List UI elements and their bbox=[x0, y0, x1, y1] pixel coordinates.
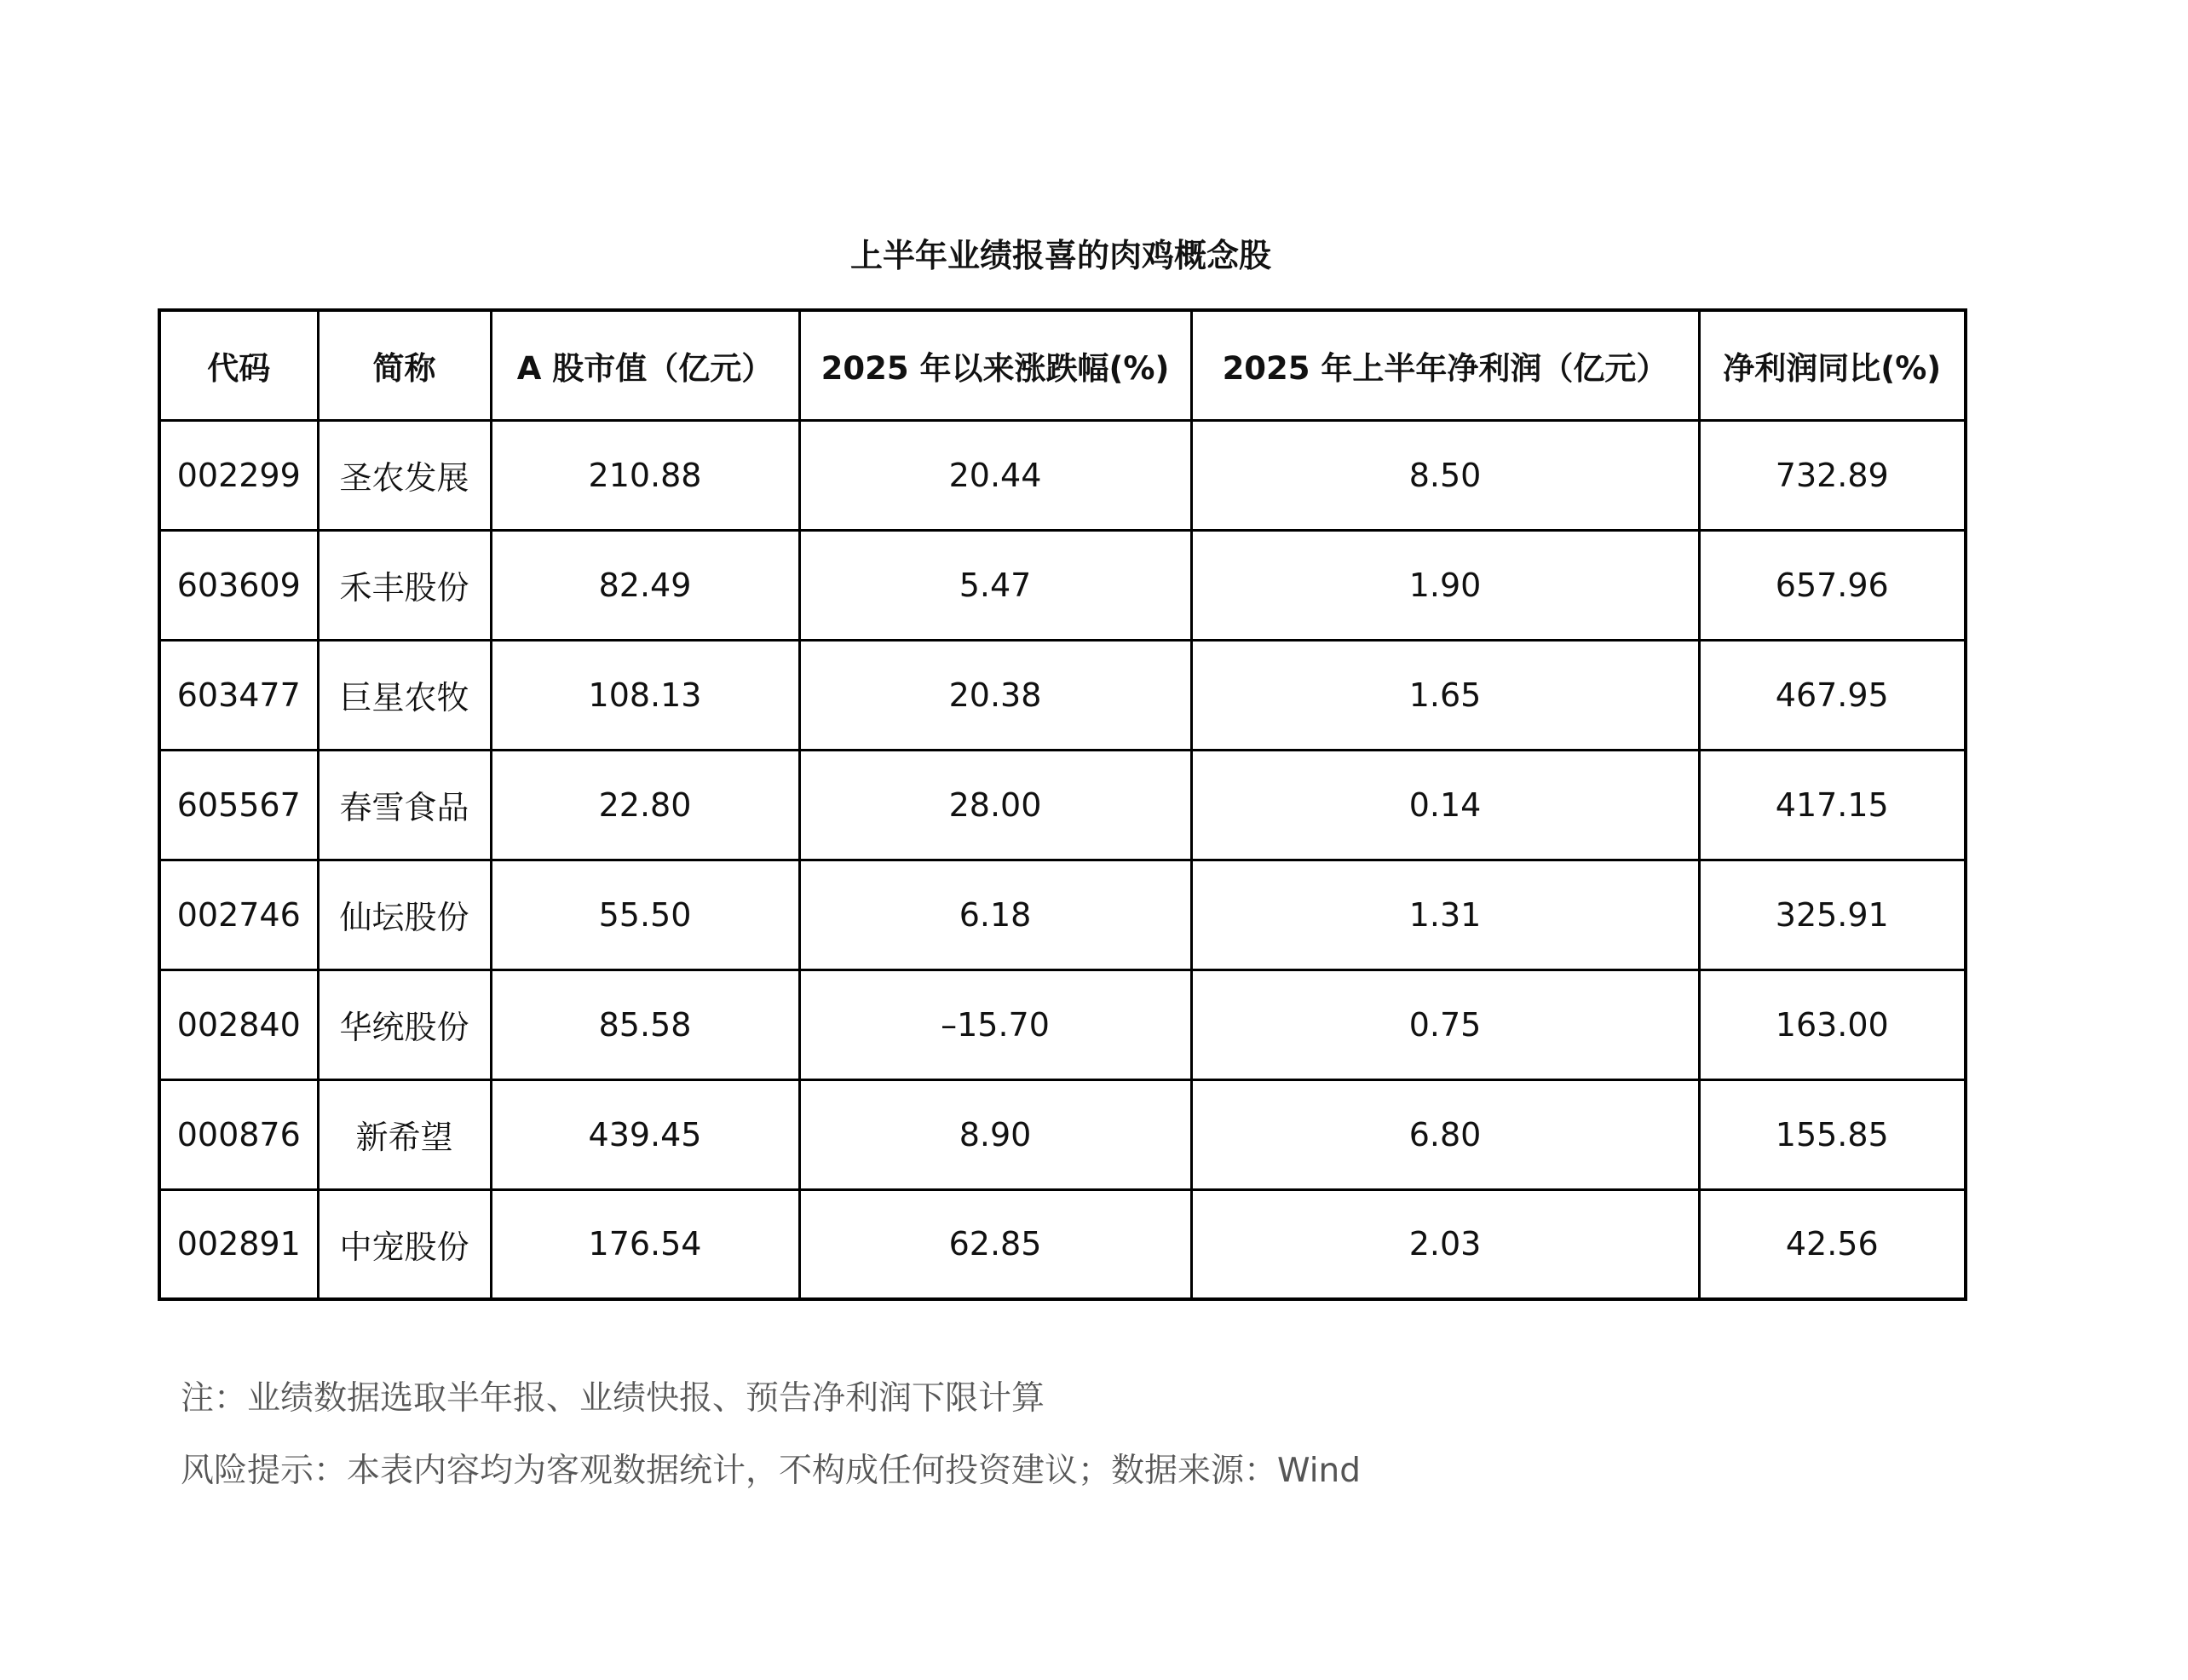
table-title: 上半年业绩报喜的肉鸡概念股 bbox=[849, 237, 1271, 274]
cell-code: 002840 bbox=[159, 969, 318, 1079]
cell-net-profit-yoy: 163.00 bbox=[1699, 969, 1966, 1079]
cell-short-name: 华统股份 bbox=[318, 969, 491, 1079]
cell-market-cap: 439.45 bbox=[491, 1079, 799, 1189]
cell-h1-net-profit: 0.14 bbox=[1191, 750, 1699, 860]
header-ytd-change: 2025 年以来涨跌幅(%) bbox=[799, 310, 1191, 420]
header-h1-net-profit: 2025 年上半年净利润（亿元） bbox=[1191, 310, 1699, 420]
cell-ytd-change: 62.85 bbox=[799, 1189, 1191, 1299]
cell-net-profit-yoy: 657.96 bbox=[1699, 530, 1966, 640]
cell-code: 605567 bbox=[159, 750, 318, 860]
risk-disclaimer: 风险提示：本表内容均为客观数据统计，不构成任何投资建议；数据来源：Wind bbox=[181, 1452, 1362, 1490]
cell-short-name: 中宠股份 bbox=[318, 1189, 491, 1299]
cell-market-cap: 85.58 bbox=[491, 969, 799, 1079]
cell-ytd-change: 8.90 bbox=[799, 1079, 1191, 1189]
table-row bbox=[159, 640, 1966, 750]
cell-code: 002891 bbox=[159, 1189, 318, 1299]
data-note: 注：业绩数据选取半年报、业绩快报、预告净利润下限计算 bbox=[181, 1379, 1045, 1418]
cell-net-profit-yoy: 467.95 bbox=[1699, 640, 1966, 750]
table-row bbox=[159, 1189, 1966, 1299]
cell-market-cap: 55.50 bbox=[491, 860, 799, 969]
cell-code: 002746 bbox=[159, 860, 318, 969]
cell-short-name: 禾丰股份 bbox=[318, 530, 491, 640]
cell-h1-net-profit: 8.50 bbox=[1191, 420, 1699, 530]
cell-short-name: 圣农发展 bbox=[318, 420, 491, 530]
cell-ytd-change: –15.70 bbox=[799, 969, 1191, 1079]
cell-short-name: 巨星农牧 bbox=[318, 640, 491, 750]
cell-net-profit-yoy: 155.85 bbox=[1699, 1079, 1966, 1189]
cell-net-profit-yoy: 417.15 bbox=[1699, 750, 1966, 860]
cell-code: 000876 bbox=[159, 1079, 318, 1189]
table-row bbox=[159, 420, 1966, 530]
cell-code: 002299 bbox=[159, 420, 318, 530]
table-header-row bbox=[159, 310, 1966, 420]
cell-code: 603477 bbox=[159, 640, 318, 750]
cell-ytd-change: 28.00 bbox=[799, 750, 1191, 860]
cell-net-profit-yoy: 42.56 bbox=[1699, 1189, 1966, 1299]
cell-net-profit-yoy: 732.89 bbox=[1699, 420, 1966, 530]
cell-h1-net-profit: 1.65 bbox=[1191, 640, 1699, 750]
cell-market-cap: 210.88 bbox=[491, 420, 799, 530]
cell-short-name: 仙坛股份 bbox=[318, 860, 491, 969]
table-row bbox=[159, 750, 1966, 860]
header-code: 代码 bbox=[159, 310, 318, 420]
table-row bbox=[159, 860, 1966, 969]
cell-ytd-change: 5.47 bbox=[799, 530, 1191, 640]
header-net-profit-yoy: 净利润同比(%) bbox=[1699, 310, 1966, 420]
table-row bbox=[159, 969, 1966, 1079]
cell-h1-net-profit: 1.90 bbox=[1191, 530, 1699, 640]
cell-h1-net-profit: 2.03 bbox=[1191, 1189, 1699, 1299]
cell-short-name: 新希望 bbox=[318, 1079, 491, 1189]
cell-ytd-change: 20.44 bbox=[799, 420, 1191, 530]
cell-h1-net-profit: 0.75 bbox=[1191, 969, 1699, 1079]
table-row bbox=[159, 1079, 1966, 1189]
header-short-name: 简称 bbox=[318, 310, 491, 420]
cell-net-profit-yoy: 325.91 bbox=[1699, 860, 1966, 969]
cell-short-name: 春雪食品 bbox=[318, 750, 491, 860]
cell-ytd-change: 6.18 bbox=[799, 860, 1191, 969]
cell-market-cap: 82.49 bbox=[491, 530, 799, 640]
cell-ytd-change: 20.38 bbox=[799, 640, 1191, 750]
cell-market-cap: 108.13 bbox=[491, 640, 799, 750]
cell-h1-net-profit: 6.80 bbox=[1191, 1079, 1699, 1189]
table-row bbox=[159, 530, 1966, 640]
cell-h1-net-profit: 1.31 bbox=[1191, 860, 1699, 969]
cell-code: 603609 bbox=[159, 530, 318, 640]
header-market-cap: A 股市值（亿元） bbox=[491, 310, 799, 420]
cell-market-cap: 22.80 bbox=[491, 750, 799, 860]
stock-table bbox=[158, 308, 1967, 1301]
cell-market-cap: 176.54 bbox=[491, 1189, 799, 1299]
